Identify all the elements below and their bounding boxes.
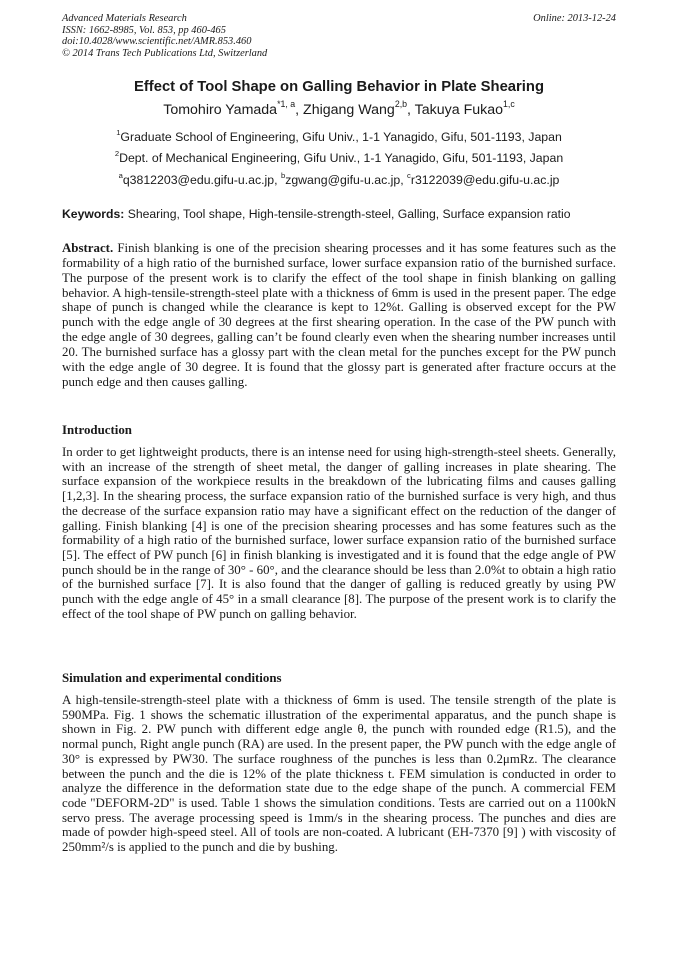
affiliation-1 [0, 127, 678, 144]
author-superscript: *1, a [277, 98, 296, 109]
author-superscript: 1,c [503, 98, 515, 109]
email-address[interactable]: zgwang@gifu-u.ac.jp, [285, 173, 408, 187]
email-marker: a [118, 170, 123, 180]
author-name: , Zhigang Wang [295, 102, 395, 118]
abstract-paragraph [62, 241, 616, 389]
author-line [0, 98, 678, 118]
affiliation-marker: 1 [116, 127, 121, 137]
email-line [0, 170, 678, 187]
keywords [62, 207, 616, 221]
simulation-heading: Simulation and experimental conditions [62, 671, 282, 685]
introduction-heading: Introduction [62, 423, 132, 437]
abstract-text: Finish blanking is one of the precision shearing processes and it has some features such as the formability of a high ratio of the burnished surface, lower surface expansion ratio of the burnished surface. The purpose of the present work is to clarify the effect of the tool shape in finish blanking on galling behavior. A high-tensile-strength-steel plate with a thickness of 6mm is used in the present paper. The edge shape of punch is changed while the clearance is kept to 12%t. Galling is observed except for the PW punch with the edge angle of 30 degrees at the first shearing operation. In the case of the PW punch with the edge angle of 30 degrees, galling can’t be found clearly even when the shearing number increases until 20. The burnished surface has a glossy part with the clean metal for the punches except for the PW punch with the edge angle of 30 degree. It is found that the glossy part is generated after fracture occurs at the punch edge and then causes galling. [62, 241, 616, 389]
copyright-line: © 2014 Trans Tech Publications Ltd, Switzerland [62, 47, 268, 59]
affiliation-text: Dept. of Mechanical Engineering, Gifu Univ., 1-1 Yanagido, Gifu, 501-1193, Japan [119, 151, 564, 165]
email-address[interactable]: r3122039@edu.gifu-u.ac.jp [410, 173, 560, 187]
journal-name: Advanced Materials Research [62, 13, 187, 24]
issn-line: ISSN: 1662-8985, Vol. 853, pp 460-465 [62, 24, 226, 36]
doi-line[interactable]: doi:10.4028/www.scientific.net/AMR.853.460 [62, 36, 252, 48]
affiliation-2 [0, 148, 678, 165]
affiliation-text: Graduate School of Engineering, Gifu Univ., 1-1 Yanagido, Gifu, 501-1193, Japan [120, 130, 562, 144]
online-date: Online: 2013-12-24 [533, 13, 616, 24]
simulation-paragraph: A high-tensile-strength-steel plate with a thickness of 6mm is used. The tensile strength of the plate is 590MPa. Fig. 1 shows the schematic illustration of the experimental apparatus, and the punch shape is shown in Fig. 2. PW punch with different edge angle θ, the punch with rounded edge (R1.5), and the normal punch, Right angle punch (RA) are used. In the present paper, the PW punch with the edge angle of 30° is expressed by PW30. The surface roughness of the punches is less than 0.2μmRz. The clearance between the punch and the die is 12% of the plate thickness t. FEM simulation is conducted in order to analyze the difference in the deformation state due to the edge shape of the punch. A commercial FEM code "DEFORM-2D" is used. Table 1 shows the simulation conditions. Tests are carried out on a 1100kN servo press. The average processing speed is 1mm/s in the shearing process. The punches and dies are made of powder high-speed steel. All of tools are non-coated. A lubricant (EH-7370 [9] ) with viscosity of 250mm²/s is applied to the punch and die by bushing. [62, 693, 616, 855]
author-name: , Takuya Fukao [407, 102, 503, 118]
keywords-label: Keywords: [62, 207, 125, 221]
author-name: Tomohiro Yamada [163, 102, 278, 118]
paper-title: Effect of Tool Shape on Galling Behavior in Plate Shearing [134, 79, 544, 95]
affiliation-marker: 2 [114, 148, 120, 158]
email-marker: c [407, 170, 411, 180]
author-superscript: 2,b [394, 98, 408, 109]
email-marker: b [280, 170, 286, 180]
keywords-text: Shearing, Tool shape, High-tensile-strength-steel, Galling, Surface expansion ratio [124, 207, 571, 221]
abstract-label: Abstract. [62, 241, 114, 255]
email-address[interactable]: q3812203@edu.gifu-u.ac.jp, [122, 173, 281, 187]
introduction-paragraph: In order to get lightweight products, there is an intense need for using high-strength-steel sheets. Generally, with an increase of the strength of sheet metal, the danger of galling increases in plate shearing. The surface expansion of the workpiece results in the breakdown of the lubricating films and causes galling [1,2,3]. In the shearing process, the surface expansion ratio of the burnished surface is very high, and thus the decrease of the surface expansion ratio may have a significant effect on the reduction of the danger of galling. Finish blanking [4] is one of the precision shearing processes and has some features such as the formability of a high ratio of the burnished surface, lower surface expansion ratio of the burnished surface [5]. The effect of PW punch [6] in finish blanking is investigated and it is found that the edge angle of PW punch should be in the range of 30° - 60°, and the clearance should be less than 2.0%t to obtain a high ratio of the burnished surface [7]. It is also found that the danger of galling is reduced greatly by using PW punch with the edge angle of 45° in a small clearance [8]. The purpose of the present work is to clarify the effect of the tool shape of PW punch on galling behavior. [62, 445, 616, 621]
journal-header [62, 13, 616, 59]
